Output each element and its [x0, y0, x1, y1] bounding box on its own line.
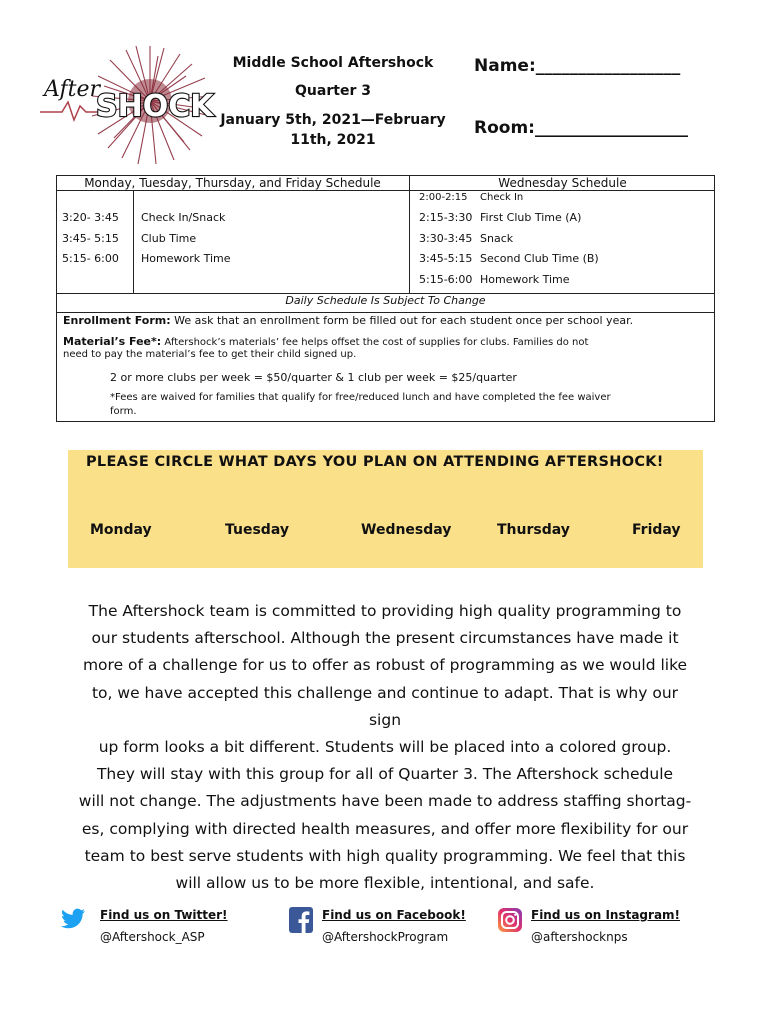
fee-text: Aftershock’s materials’ fee helps offset the cost of supplies for clubs. Families do not	[164, 337, 589, 348]
table-divider	[56, 312, 715, 313]
mttf-activity: Homework Time	[141, 252, 231, 265]
wed-activity: Check In	[480, 192, 524, 203]
table-divider	[133, 190, 134, 293]
date-range: January 5th, 2021—February 11th, 2021	[220, 112, 446, 148]
fee-note	[63, 335, 588, 348]
instagram-link[interactable]: Find us on Instagram!	[531, 908, 681, 922]
wed-time: 2:00-2:15	[419, 192, 468, 203]
mttf-activity: Check In/Snack	[141, 211, 226, 224]
mttf-time: 3:20- 3:45	[62, 211, 119, 224]
description-line: es, complying with directed health measures, and offer more flexibility for our	[81, 819, 689, 838]
wed-activity: First Club Time (A)	[480, 211, 582, 224]
wednesday-schedule-header: Wednesday Schedule	[498, 176, 627, 190]
fee-label: Material’s Fee*:	[63, 335, 162, 348]
table-divider	[56, 190, 715, 191]
mttf-time: 3:45- 5:15	[62, 232, 119, 245]
program-title: Middle School Aftershock	[232, 55, 434, 71]
facebook-icon	[288, 906, 314, 934]
description-line: team to best serve students with high quality programming. We feel that this	[84, 846, 686, 865]
enrollment-text: We ask that an enrollment form be filled out for each student once per school year.	[174, 314, 634, 327]
twitter-icon	[61, 905, 87, 933]
wed-activity: Homework Time	[480, 273, 570, 286]
wed-activity: Snack	[480, 232, 514, 245]
instagram-handle: @aftershocknps	[531, 930, 628, 944]
day-wednesday[interactable]: Wednesday	[361, 522, 452, 538]
room-field[interactable]: Room:__________________	[474, 118, 688, 138]
description-line: more of a challenge for us to offer as robust of programming as we would like	[82, 656, 688, 675]
description-line: will not change. The adjustments have been made to address staffing shortag-	[78, 792, 692, 811]
description-line: The Aftershock team is committed to providing high quality programming to	[88, 602, 682, 620]
instagram-icon	[497, 906, 523, 934]
twitter-link[interactable]: Find us on Twitter!	[100, 908, 228, 922]
description-line: They will stay with this group for all of Quarter 3. The Aftershock schedule	[96, 765, 674, 784]
waiver-note: *Fees are waived for families that qualify for free/reduced lunch and have completed the fee waiver	[110, 392, 611, 403]
twitter-handle: @Aftershock_ASP	[100, 930, 205, 944]
wed-time: 3:30-3:45	[419, 232, 473, 245]
pricing-note: 2 or more clubs per week = $50/quarter & 1 club per week = $25/quarter	[110, 371, 517, 384]
wed-time: 2:15-3:30	[419, 211, 473, 224]
mttf-time: 5:15- 6:00	[62, 252, 119, 265]
mttf-schedule-header: Monday, Tuesday, Thursday, and Friday Schedule	[84, 176, 381, 190]
schedule-disclaimer: Daily Schedule Is Subject To Change	[285, 294, 486, 307]
facebook-handle: @AftershockProgram	[322, 930, 449, 944]
description-line: will allow us to be more flexible, intentional, and safe.	[175, 874, 595, 893]
day-friday[interactable]: Friday	[632, 522, 681, 538]
facebook-link[interactable]: Find us on Facebook!	[322, 908, 466, 922]
wed-time: 3:45-5:15	[419, 252, 473, 265]
attendance-title: PLEASE CIRCLE WHAT DAYS YOU PLAN ON ATTENDING AFTERSHOCK!	[86, 454, 664, 470]
waiver-note-continued: form.	[110, 406, 137, 417]
program-description	[74, 598, 696, 897]
svg-text:After: After	[44, 77, 101, 102]
description-line: our students afterschool. Although the present circumstances have made it	[91, 629, 679, 648]
wed-activity: Second Club Time (B)	[480, 252, 599, 265]
fee-text-continued: need to pay the material’s fee to get their child signed up.	[63, 349, 357, 360]
description-line: up form looks a bit different. Students will be placed into a colored group.	[98, 738, 672, 757]
quarter-label: Quarter 3	[295, 83, 371, 99]
day-monday[interactable]: Monday	[90, 522, 152, 538]
name-field[interactable]: Name:_________________	[474, 56, 681, 76]
mttf-activity: Club Time	[141, 232, 197, 245]
wed-time: 5:15-6:00	[419, 273, 473, 286]
day-thursday[interactable]: Thursday	[497, 522, 570, 538]
svg-text:SHOCK: SHOCK	[96, 89, 214, 124]
description-line: to, we have accepted this challenge and continue to adapt. That is why our sign	[91, 683, 679, 729]
table-divider	[409, 175, 410, 293]
enrollment-note	[63, 314, 633, 327]
day-tuesday[interactable]: Tuesday	[225, 522, 289, 538]
enrollment-label: Enrollment Form:	[63, 314, 171, 327]
aftershock-logo	[40, 46, 230, 166]
